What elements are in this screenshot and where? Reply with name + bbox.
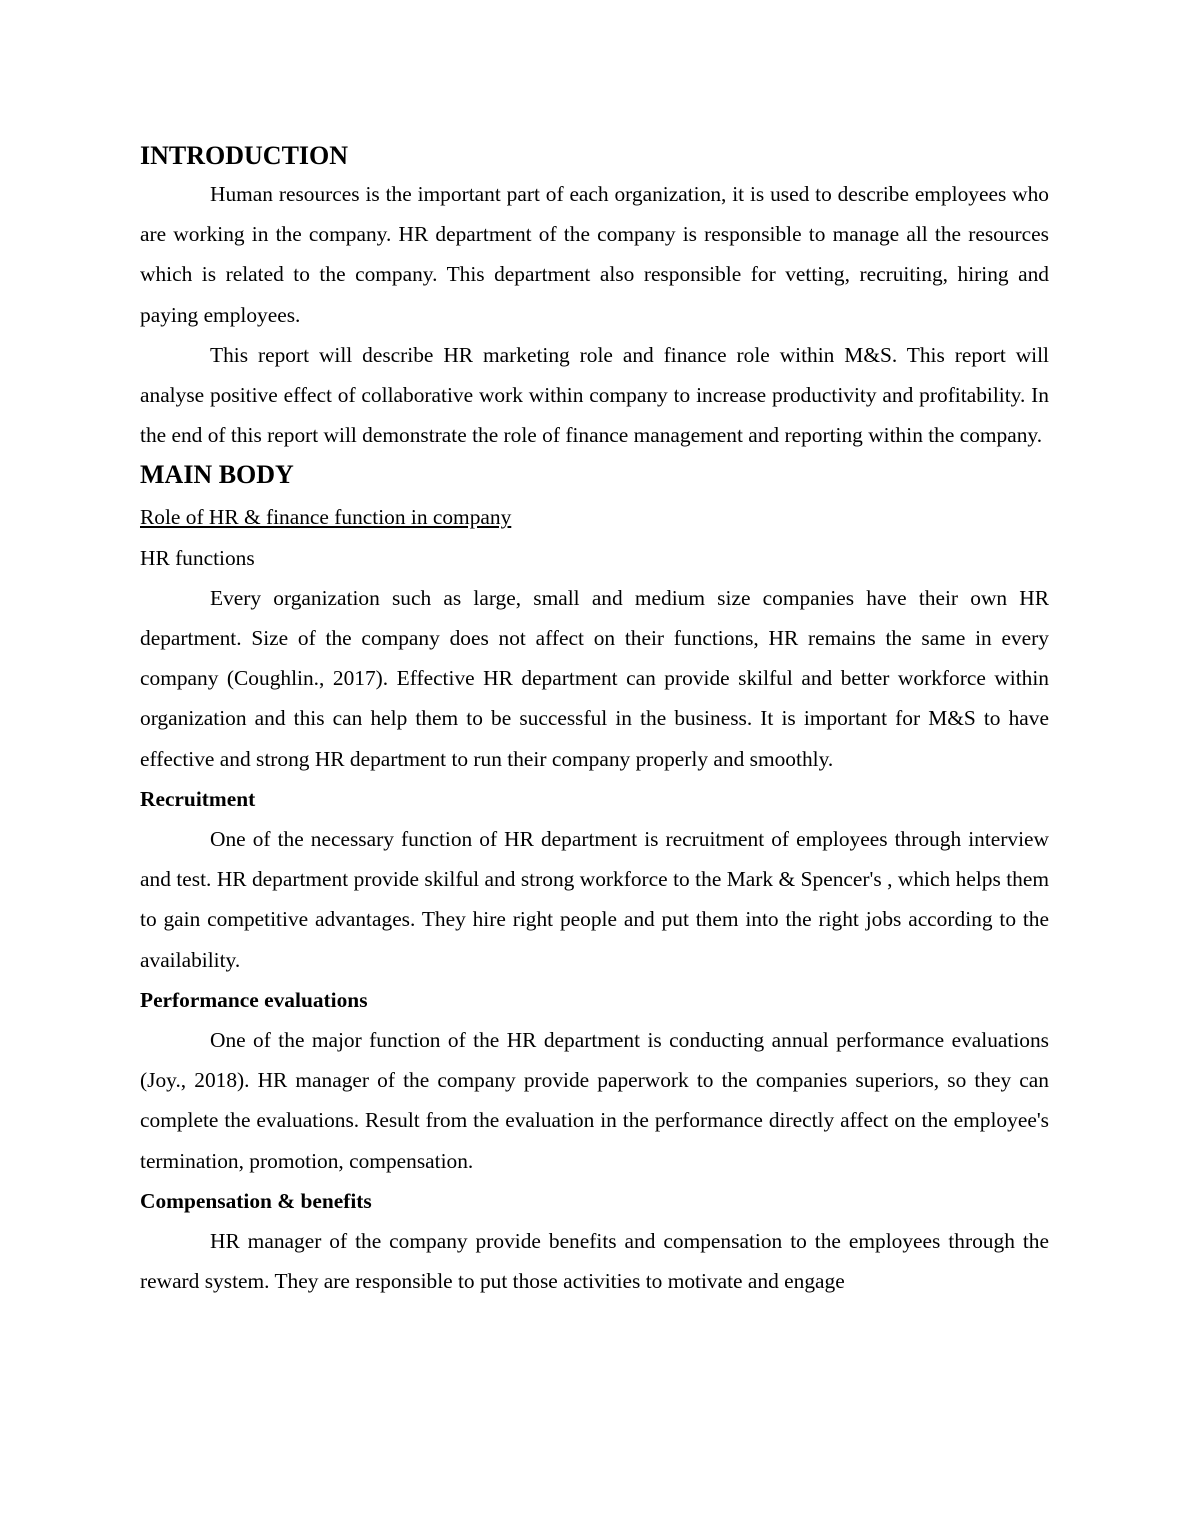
compensation-paragraph: HR manager of the company provide benefits and compensation to the employees through the reward system. They are responsible to put those activities to motivate and engage: [140, 1229, 1049, 1294]
hr-functions-label: HR functions: [140, 545, 255, 570]
recruitment-paragraph: One of the necessary function of HR department is recruitment of employees through interview and test. HR department provide skilful and strong workforce to the Mark & Spencer's , which helps them to gain competitive advantages. They hire right people and put them into the right jobs according to the availability.: [140, 827, 1049, 972]
introduction-paragraph-2: This report will describe HR marketing role and finance role within M&S. This report will analyse positive effect of collaborative work within company to increase productivity and profitability. In the end of this report will demonstrate the role of finance management and reporting within the company.: [140, 342, 1049, 448]
introduction-paragraph-1: Human resources is the important part of each organization, it is used to describe employees who are working in the company. HR department of the company is responsible to manage all the resources which is related to the company. This department also responsible for vetting, recruiting, hiring and paying employees.: [140, 182, 1049, 327]
hr-functions-paragraph: Every organization such as large, small and medium size companies have their own HR department. Size of the company does not affect on their functions, HR remains the same in every company (Coughlin., 2017). Effective HR department can provide skilful and better workforce within organization and this can help them to be successful in the business. It is important for M&S to have effective and strong HR department to run their company properly and smoothly.: [140, 585, 1049, 771]
introduction-heading: INTRODUCTION: [140, 141, 349, 170]
main-body-heading: MAIN BODY: [140, 460, 294, 490]
recruitment-heading: Recruitment: [140, 786, 256, 811]
performance-heading: Performance evaluations: [140, 987, 368, 1012]
section-subtitle: Role of HR & finance function in company: [140, 505, 512, 530]
document-page: [140, 138, 1049, 1301]
compensation-heading: Compensation & benefits: [140, 1188, 372, 1213]
performance-paragraph: One of the major function of the HR department is conducting annual performance evaluations (Joy., 2018). HR manager of the company provide paperwork to the companies superiors, so they can complete the evaluations. Result from the evaluation in the performance directly affect on the employee's termination, promotion, compensation.: [140, 1028, 1049, 1173]
